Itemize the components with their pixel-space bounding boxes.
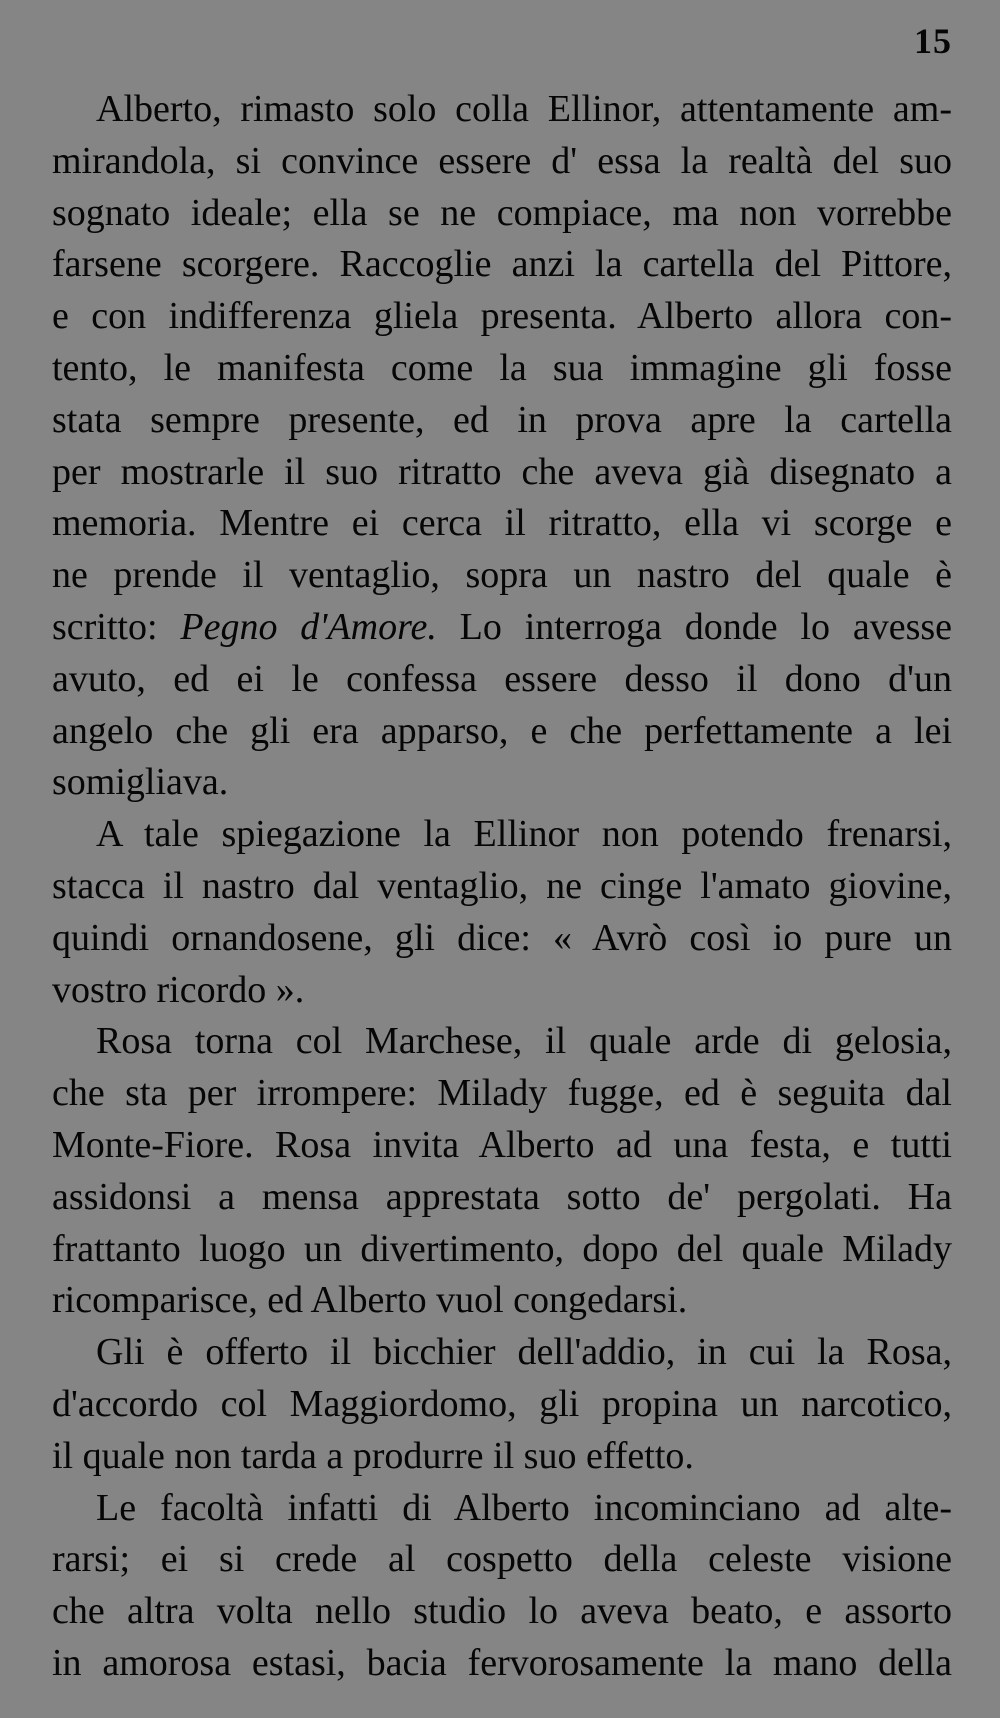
text-line: rarsi; ei si crede al cospetto della celeste visione	[52, 1538, 952, 1581]
body-text	[52, 84, 952, 1690]
text-line: ricomparisce, ed Alberto vuol congedarsi.	[52, 1279, 688, 1322]
text-line: e con indifferenza gliela presenta. Alberto allora con-	[52, 295, 952, 338]
text-line: stata sempre presente, ed in prova apre la cartella	[52, 398, 952, 441]
text-segment: Lo interroga donde lo avesse	[436, 605, 952, 648]
text-line: che sta per irrompere: Milady fugge, ed è seguita dal	[52, 1072, 952, 1115]
text-line: A tale spiegazione la Ellinor non potendo frenarsi,	[96, 813, 952, 856]
text-line: per mostrarle il suo ritratto che aveva già disegnato a	[52, 450, 952, 493]
text-segment: scritto:	[52, 605, 181, 648]
text-line	[52, 602, 952, 654]
text-line: angelo che gli era apparso, e che perfettamente a lei	[52, 709, 952, 752]
text-line: stacca il nastro dal ventaglio, ne cinge l'amato giovine,	[52, 864, 952, 907]
text-line: avuto, ed ei le confessa essere desso il dono d'un	[52, 657, 952, 700]
text-line: Gli è offerto il bicchier dell'addio, in cui la Rosa,	[96, 1331, 952, 1374]
text-line: in amorosa estasi, bacia fervorosamente la mano della	[52, 1641, 952, 1684]
text-line: il quale non tarda a produrre il suo effetto.	[52, 1434, 694, 1477]
text-line: memoria. Mentre ei cerca il ritratto, ella vi scorge e	[52, 502, 952, 545]
text-line: Rosa torna col Marchese, il quale arde di gelosia,	[96, 1020, 952, 1063]
text-line: Le facoltà infatti di Alberto incominciano ad alte-	[96, 1486, 952, 1529]
text-line: Monte-Fiore. Rosa invita Alberto ad una festa, e tutti	[52, 1123, 952, 1166]
text-line: somigliava.	[52, 761, 229, 804]
text-line: tento, le manifesta come la sua immagine gli fosse	[52, 346, 952, 389]
text-line: d'accordo col Maggiordomo, gli propina un narcotico,	[52, 1382, 952, 1425]
text-line: ne prende il ventaglio, sopra un nastro del quale è	[52, 554, 952, 597]
text-line: sognato ideale; ella se ne compiace, ma non vorrebbe	[52, 191, 952, 234]
text-line: mirandola, si convince essere d' essa la realtà del suo	[52, 139, 952, 182]
text-line: quindi ornandosene, gli dice: « Avrò così io pure un	[52, 916, 952, 959]
italic-phrase: Pegno d'Amore.	[180, 605, 437, 648]
text-line: vostro ricordo ».	[52, 968, 305, 1011]
text-line: Alberto, rimasto solo colla Ellinor, attentamente am-	[96, 88, 952, 130]
text-line: frattanto luogo un divertimento, dopo del quale Milady	[52, 1227, 952, 1270]
page-number: 15	[914, 21, 952, 61]
text-line: assidonsi a mensa apprestata sotto de' pergolati. Ha	[52, 1175, 952, 1218]
text-line: che altra volta nello studio lo aveva beato, e assorto	[52, 1590, 952, 1633]
text-line: farsene scorgere. Raccoglie anzi la cartella del Pittore,	[52, 243, 952, 286]
